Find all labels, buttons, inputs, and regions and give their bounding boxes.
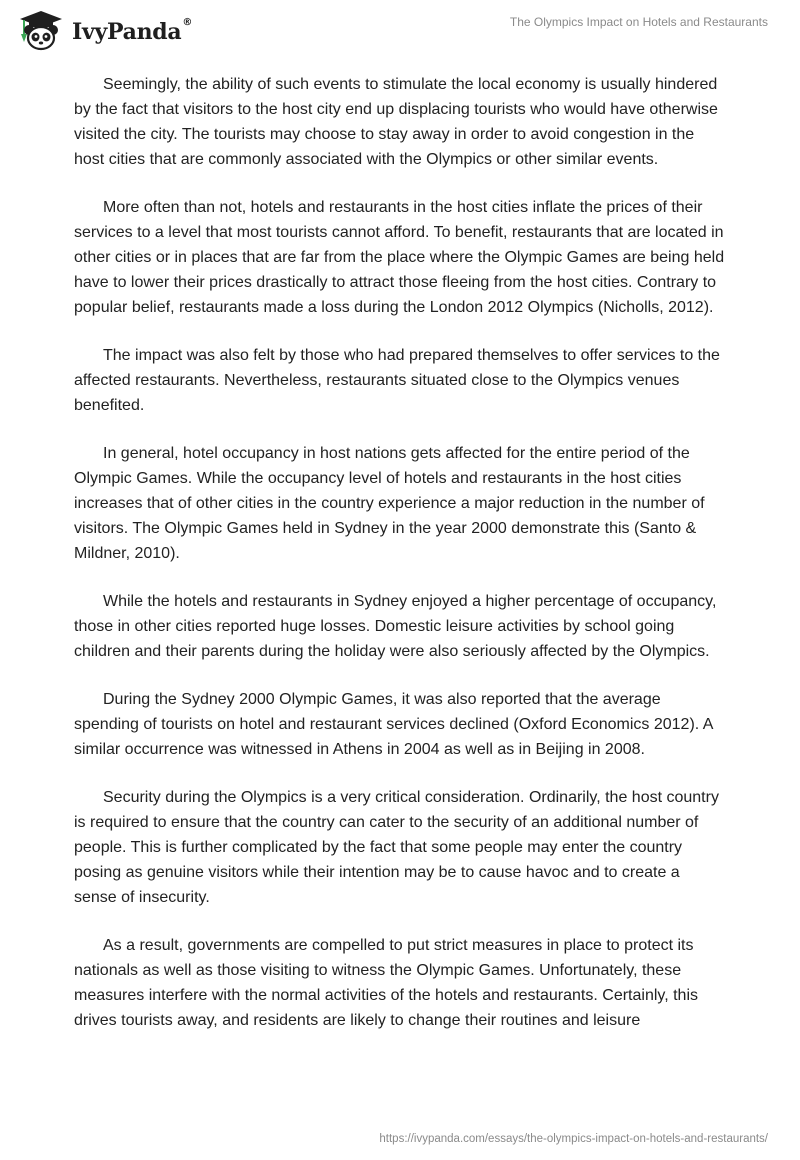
paragraph: More often than not, hotels and restaurants in the host cities inflate the prices of their services to a level that most tourists cannot afford. To benefit, restaurants that are located in other cities or in places that are far from the place where the Olympic Games are being held have to lower their prices drastically to attract those fleeing from the host cities. Contrary to popular belief, restaurants made a loss during the London 2012 Olympics (Nicholls, 2012). [74, 199, 725, 316]
paragraph: The impact was also felt by those who had prepared themselves to offer services to the affected restaurants. Nevertheless, restaurants situated close to the Olympics venues benefited. [74, 347, 720, 414]
page-header [0, 0, 800, 60]
paragraph: In general, hotel occupancy in host nations gets affected for the entire period of the Olympic Games. While the occupancy level of hotels and restaurants in the host cities increases that of other cities in the country experience a major reduction in the number of visitors. The Olympic Games held in Sydney in the year 2000 demonstrate this (Santo & Mildner, 2010). [74, 445, 705, 562]
paragraph: Security during the Olympics is a very critical consideration. Ordinarily, the host country is required to ensure that the country can cater to the security of an additional number of people. This is further complicated by the fact that some people may enter the country posing as genuine visitors while their intention may be to cause havoc and to create a sense of insecurity. [74, 789, 719, 906]
paragraph: During the Sydney 2000 Olympic Games, it was also reported that the average spending of tourists on hotel and restaurant services declined (Oxford Economics 2012). A similar occurrence was witnessed in Athens in 2004 as well as in Beijing in 2008. [74, 691, 713, 758]
paragraph: As a result, governments are compelled to put strict measures in place to protect its nationals as well as those visiting to witness the Olympic Games. Unfortunately, these measures interfere with the normal activities of the hotels and restaurants. Certainly, this drives tourists away, and residents are likely to change their routines and leisure [74, 937, 698, 1029]
panda-graduate-icon [14, 10, 66, 52]
document-title: The Olympics Impact on Hotels and Restaurants [509, 15, 768, 29]
essay-body [74, 72, 726, 1056]
ivypanda-logo[interactable] [14, 10, 192, 52]
brand-name-text: IvyPanda [72, 19, 182, 45]
brand-name [72, 19, 192, 45]
paragraph: Seemingly, the ability of such events to stimulate the local economy is usually hindered by the fact that visitors to the host city end up displacing tourists who would have otherwise visited the city. The tourists may choose to stay away in order to avoid congestion in the host cities that are commonly associated with the Olympics or other similar events. [74, 76, 718, 168]
paragraph: While the hotels and restaurants in Sydney enjoyed a higher percentage of occupancy, those in other cities reported huge losses. Domestic leisure activities by school going children and their parents during the holiday were also seriously affected by the Olympics. [74, 593, 717, 660]
source-url-link[interactable]: https://ivypanda.com/essays/the-olympics-impact-on-hotels-and-restaurants/ [379, 1133, 768, 1145]
registered-mark: ® [182, 17, 193, 28]
